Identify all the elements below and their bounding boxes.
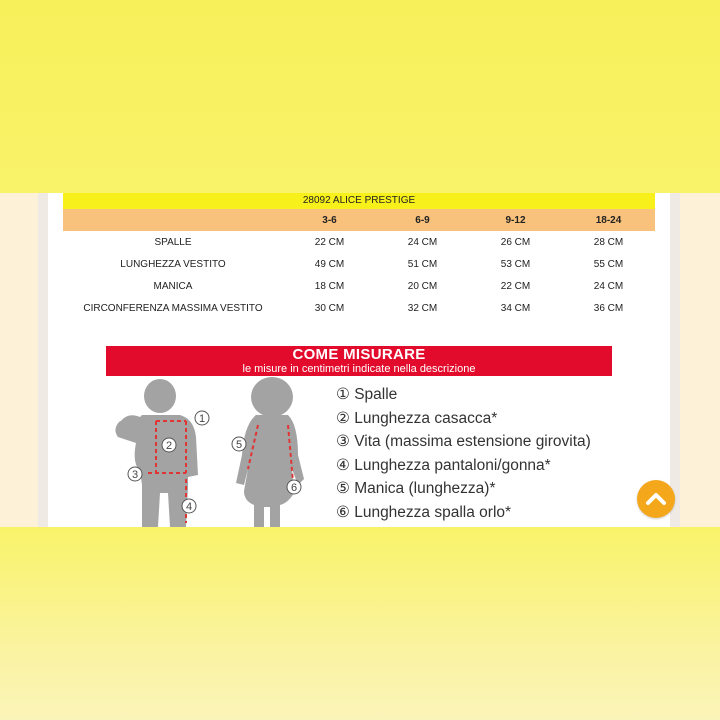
left-margin	[0, 193, 38, 527]
size-header: 18-24	[595, 214, 622, 226]
cell: 22 CM	[500, 280, 531, 292]
table-title: 28092 ALICE PRESTIGE	[63, 193, 655, 209]
page-edge-right	[670, 193, 680, 527]
cell: 22 CM	[314, 236, 345, 248]
row-label: MANICA	[153, 280, 193, 292]
size-chart-page	[48, 193, 670, 527]
cell: 36 CM	[593, 302, 624, 314]
banner-subtitle: le misure in centimetri indicate nella descrizione	[242, 363, 476, 375]
marker-6: 6	[290, 482, 298, 494]
cell: 32 CM	[407, 302, 438, 314]
banner-title: COME MISURARE	[292, 346, 426, 363]
marker-5: 5	[235, 439, 243, 451]
cell: 18 CM	[314, 280, 345, 292]
cell: 51 CM	[407, 258, 438, 270]
chevron-up-icon	[643, 486, 669, 512]
row-label: SPALLE	[154, 236, 192, 248]
scroll-to-top-button[interactable]	[637, 480, 675, 518]
size-header: 6-9	[415, 214, 430, 226]
top-yellow-band	[0, 0, 720, 193]
marker-4: 4	[185, 501, 193, 513]
cell: 30 CM	[314, 302, 345, 314]
legend-item: ③ Vita (massima estensione girovita)	[336, 433, 591, 450]
cell: 28 CM	[593, 236, 624, 248]
bottom-yellow-band	[0, 527, 720, 720]
measurement-legend	[336, 383, 591, 524]
marker-2: 2	[165, 440, 173, 452]
legend-item: ② Lunghezza casacca*	[336, 409, 498, 427]
cell: 49 CM	[314, 258, 345, 270]
page-edge-left	[38, 193, 48, 527]
size-header: 3-6	[322, 214, 337, 226]
cell: 20 CM	[407, 280, 438, 292]
row-label: LUNGHEZZA VESTITO	[120, 258, 226, 270]
right-margin	[680, 193, 720, 527]
cell: 26 CM	[500, 236, 531, 248]
legend-item: ⑤ Manica (lunghezza)*	[336, 480, 496, 497]
legend-item: ① Spalle	[336, 386, 398, 403]
cell: 24 CM	[593, 280, 624, 292]
cell: 53 CM	[500, 258, 531, 270]
row-label: CIRCONFERENZA MASSIMA VESTITO	[83, 302, 263, 314]
marker-1: 1	[198, 413, 206, 425]
girl-silhouette	[236, 377, 304, 527]
marker-3: 3	[131, 469, 139, 481]
legend-item: ④ Lunghezza pantaloni/gonna*	[336, 456, 551, 474]
size-header: 9-12	[505, 214, 526, 226]
legend-item: ⑥ Lunghezza spalla orlo*	[336, 503, 512, 521]
cell: 34 CM	[500, 302, 531, 314]
cell: 24 CM	[407, 236, 438, 248]
cell: 55 CM	[593, 258, 624, 270]
